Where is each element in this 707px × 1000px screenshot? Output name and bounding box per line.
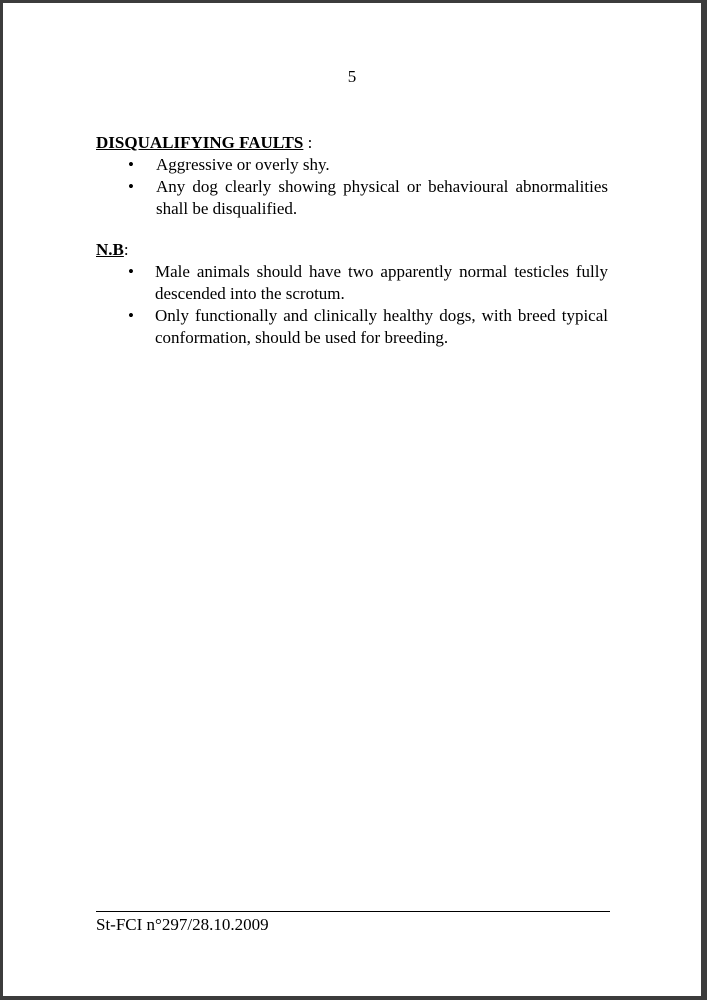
- list-item-text: Aggressive or overly shy.: [156, 155, 330, 174]
- nb-heading-text: N.B: [96, 240, 124, 259]
- bullet-icon: •: [128, 177, 134, 196]
- nb-list: [96, 261, 608, 349]
- disqualifying-faults-heading-text: DISQUALIFYING FAULTS: [96, 133, 304, 152]
- heading-suffix: :: [123, 240, 129, 259]
- nb-section: [96, 239, 608, 349]
- document-page: [3, 3, 701, 996]
- disqualifying-faults-list: [96, 154, 608, 220]
- nb-heading: [96, 239, 608, 261]
- list-item: [96, 305, 608, 349]
- disqualifying-faults-heading: [96, 132, 608, 154]
- page-number: 5: [347, 67, 357, 86]
- list-item: [96, 176, 608, 220]
- list-item-text: Male animals should have two apparently normal testicles fully descended into the scrotum.: [155, 262, 608, 303]
- list-item: [96, 154, 608, 176]
- footer-divider: [96, 911, 610, 912]
- footer-reference: St-FCI n°297/28.10.2009: [96, 915, 269, 934]
- heading-suffix: :: [303, 133, 313, 152]
- list-item-text: Only functionally and clinically healthy dogs, with breed typical conformation, should be used for breeding.: [155, 306, 608, 347]
- bullet-icon: •: [128, 306, 134, 325]
- bullet-icon: •: [128, 155, 134, 174]
- disqualifying-faults-section: [96, 132, 608, 220]
- list-item-text: Any dog clearly showing physical or behavioural abnormalities shall be disqualified.: [156, 177, 608, 218]
- bullet-icon: •: [128, 262, 134, 281]
- list-item: [96, 261, 608, 305]
